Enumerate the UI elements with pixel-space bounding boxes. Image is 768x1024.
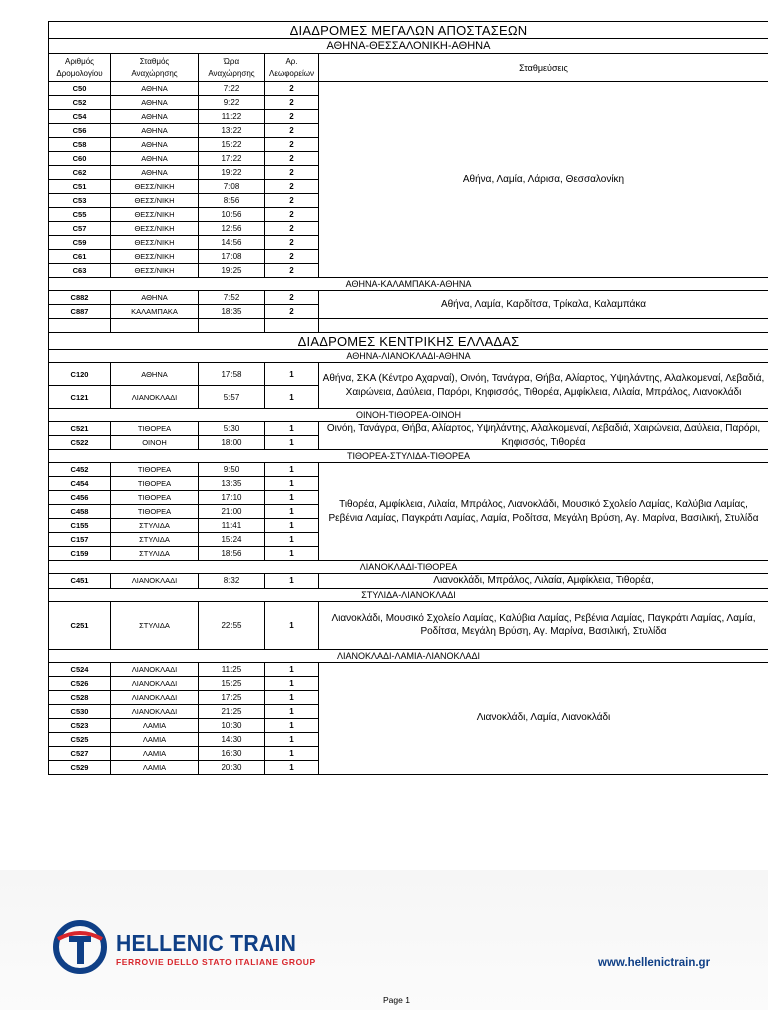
page-number: Page 1 — [383, 995, 410, 1005]
bus-count: 1 — [265, 676, 319, 690]
departure-station: ΣΤΥΛΙΔΑ — [111, 519, 199, 533]
departure-station: ΛΙΑΝΟΚΛΑΔΙ — [111, 704, 199, 718]
bus-count: 1 — [265, 574, 319, 589]
route-code: C54 — [49, 110, 111, 124]
departure-station: ΘΕΣΣ/ΝΙΚΗ — [111, 180, 199, 194]
route-code: C524 — [49, 662, 111, 676]
bus-count: 1 — [265, 491, 319, 505]
bus-count: 2 — [265, 194, 319, 208]
departure-station: ΑΘΗΝΑ — [111, 96, 199, 110]
departure-station: ΣΤΥΛΙΔΑ — [111, 533, 199, 547]
route-code: C528 — [49, 690, 111, 704]
departure-station: ΑΘΗΝΑ — [111, 138, 199, 152]
route-stops: Τιθορέα, Αμφίκλεια, Λιλαία, Μπράλος, Λιανοκλάδι, Μουσικό Σχολείο Λαμίας, Καλύβια Λαμίας, Ρεβένια Λαμίας, Παγκράτι Λαμίας, Λαμία, Ροδίτσα, Μεγάλη Βρύση, Αγ. Μαρίνα, Βασιλική, Στυλίδα — [319, 463, 768, 561]
departure-station: ΘΕΣΣ/ΝΙΚΗ — [111, 236, 199, 250]
station-column-header-line: Αναχώρησης — [131, 68, 178, 78]
departure-station: ΑΘΗΝΑ — [111, 124, 199, 138]
bus-count: 2 — [265, 236, 319, 250]
departure-time: 10:30 — [199, 718, 265, 732]
code-column-header-line: Δρομολογίου — [56, 68, 103, 78]
departure-time: 15:24 — [199, 533, 265, 547]
route-code: C62 — [49, 166, 111, 180]
route-code: C55 — [49, 208, 111, 222]
bus-count: 1 — [265, 732, 319, 746]
bus-count: 1 — [265, 477, 319, 491]
departure-station: ΛΙΑΝΟΚΛΑΔΙ — [111, 690, 199, 704]
departure-station: ΘΕΣΣ/ΝΙΚΗ — [111, 194, 199, 208]
departure-time: 5:30 — [199, 422, 265, 436]
brand-name: HELLENIC TRAIN — [116, 930, 297, 956]
departure-station: ΑΘΗΝΑ — [111, 291, 199, 305]
section-title: ΔΙΑΔΡΟΜΕΣ ΚΕΝΤΡΙΚΗΣ ΕΛΛΑΔΑΣ — [49, 333, 768, 350]
route-code: C521 — [49, 422, 111, 436]
table-row — [49, 291, 768, 305]
departure-station: ΤΙΘΟΡΕΑ — [111, 505, 199, 519]
route-title: ΤΙΘΟΡΕΑ-ΣΤΥΛΙΔΑ-ΤΙΘΟΡΕΑ — [49, 450, 768, 463]
departure-time: 8:32 — [199, 574, 265, 589]
bus-count: 1 — [265, 422, 319, 436]
route-stops: Οινόη, Τανάγρα, Θήβα, Αλίαρτος, Υψηλάντης, Αλαλκομεναί, Λεβαδιά, Χαιρώνεια, Δαύλεια, Παρόρι, Κηφισσός, Τιθορέα — [319, 422, 768, 450]
empty-cell — [319, 319, 768, 333]
table-row — [49, 574, 768, 589]
spacer-row — [49, 319, 768, 333]
departure-station: ΑΘΗΝΑ — [111, 166, 199, 180]
route-stops: Αθήνα, Λαμία, Λάρισα, Θεσσαλονίκη — [319, 82, 768, 278]
bus-count: 1 — [265, 547, 319, 561]
route-code: C527 — [49, 746, 111, 760]
bus-count: 2 — [265, 208, 319, 222]
time-column-header — [199, 54, 265, 82]
departure-time: 18:56 — [199, 547, 265, 561]
route-code: C451 — [49, 574, 111, 589]
bus-count: 1 — [265, 601, 319, 649]
departure-time: 7:52 — [199, 291, 265, 305]
code-column-header — [49, 54, 111, 82]
departure-station: ΤΙΘΟΡΕΑ — [111, 491, 199, 505]
departure-time: 7:08 — [199, 180, 265, 194]
table-row — [49, 363, 768, 386]
time-column-header-line: Αναχώρησης — [208, 68, 255, 78]
code-column-header-line: Αριθμός — [64, 56, 95, 66]
bus-count: 1 — [265, 463, 319, 477]
route-title-row — [49, 450, 768, 463]
route-title: ΑΘΗΝΑ-ΘΕΣΣΑΛΟΝΙΚΗ-ΑΘΗΝΑ — [49, 39, 768, 54]
route-code: C529 — [49, 760, 111, 774]
hellenic-train-logo-icon — [52, 919, 112, 975]
departure-station: ΤΙΘΟΡΕΑ — [111, 422, 199, 436]
departure-time: 5:57 — [199, 386, 265, 409]
departure-time: 22:55 — [199, 601, 265, 649]
bus-count: 2 — [265, 222, 319, 236]
route-code: C57 — [49, 222, 111, 236]
table-row — [49, 82, 768, 96]
bus-count: 2 — [265, 124, 319, 138]
route-title-row — [49, 350, 768, 363]
route-title: ΛΙΑΝΟΚΛΑΔΙ-ΛΑΜΙΑ-ΛΙΑΝΟΚΛΑΔΙ — [49, 649, 768, 662]
departure-station: ΛΑΜΙΑ — [111, 732, 199, 746]
route-title: ΟΙΝΟΗ-ΤΙΘΟΡΕΑ-ΟΙΝΟΗ — [49, 409, 768, 422]
empty-cell — [265, 319, 319, 333]
route-code: C458 — [49, 505, 111, 519]
departure-time: 19:25 — [199, 264, 265, 278]
route-code: C63 — [49, 264, 111, 278]
route-title-row — [49, 561, 768, 574]
bus-count: 2 — [265, 110, 319, 124]
bus-count: 2 — [265, 180, 319, 194]
bus-count: 2 — [265, 250, 319, 264]
departure-time: 16:30 — [199, 746, 265, 760]
departure-time: 17:10 — [199, 491, 265, 505]
departure-time: 19:22 — [199, 166, 265, 180]
route-title-row — [49, 649, 768, 662]
bus-count: 2 — [265, 82, 319, 96]
route-title: ΑΘΗΝΑ-ΚΑΛΑΜΠΑΚΑ-ΑΘΗΝΑ — [49, 278, 768, 291]
departure-time: 13:22 — [199, 124, 265, 138]
departure-station: ΣΤΥΛΙΔΑ — [111, 547, 199, 561]
departure-station: ΣΤΥΛΙΔΑ — [111, 601, 199, 649]
departure-time: 8:56 — [199, 194, 265, 208]
bus-count: 1 — [265, 690, 319, 704]
route-code: C522 — [49, 436, 111, 450]
departure-time: 21:25 — [199, 704, 265, 718]
empty-cell — [49, 319, 111, 333]
departure-station: ΛΙΑΝΟΚΛΑΔΙ — [111, 386, 199, 409]
route-title-row — [49, 409, 768, 422]
departure-time: 15:25 — [199, 676, 265, 690]
departure-time: 18:35 — [199, 305, 265, 319]
departure-time: 12:56 — [199, 222, 265, 236]
buses-column-header — [265, 54, 319, 82]
route-code: C456 — [49, 491, 111, 505]
bus-count: 2 — [265, 291, 319, 305]
route-code: C51 — [49, 180, 111, 194]
departure-station: ΚΑΛΑΜΠΑΚΑ — [111, 305, 199, 319]
departure-station: ΤΙΘΟΡΕΑ — [111, 463, 199, 477]
bus-count: 2 — [265, 96, 319, 110]
column-header-row — [49, 54, 768, 82]
departure-station: ΘΕΣΣ/ΝΙΚΗ — [111, 250, 199, 264]
departure-time: 10:56 — [199, 208, 265, 222]
departure-time: 17:25 — [199, 690, 265, 704]
departure-station: ΛΑΜΙΑ — [111, 746, 199, 760]
bus-count: 2 — [265, 264, 319, 278]
bus-count: 1 — [265, 436, 319, 450]
route-code: C60 — [49, 152, 111, 166]
departure-time: 14:56 — [199, 236, 265, 250]
departure-station: ΛΙΑΝΟΚΛΑΔΙ — [111, 662, 199, 676]
departure-station: ΑΘΗΝΑ — [111, 363, 199, 386]
empty-cell — [199, 319, 265, 333]
departure-time: 15:22 — [199, 138, 265, 152]
route-code: C59 — [49, 236, 111, 250]
departure-time: 9:50 — [199, 463, 265, 477]
route-code: C526 — [49, 676, 111, 690]
route-code: C58 — [49, 138, 111, 152]
departure-time: 20:30 — [199, 760, 265, 774]
route-title-row — [49, 278, 768, 291]
empty-cell — [111, 319, 199, 333]
route-title: ΛΙΑΝΟΚΛΑΔΙ-ΤΙΘΟΡΕΑ — [49, 561, 768, 574]
departure-time: 11:22 — [199, 110, 265, 124]
route-code: C251 — [49, 601, 111, 649]
departure-time: 11:25 — [199, 662, 265, 676]
bus-count: 1 — [265, 363, 319, 386]
departure-station: ΑΘΗΝΑ — [111, 110, 199, 124]
departure-time: 13:35 — [199, 477, 265, 491]
route-code: C882 — [49, 291, 111, 305]
departure-station: ΟΙΝΟΗ — [111, 436, 199, 450]
table-row — [49, 463, 768, 477]
route-code: C452 — [49, 463, 111, 477]
route-title: ΑΘΗΝΑ-ΛΙΑΝΟΚΛΑΔΙ-ΑΘΗΝΑ — [49, 350, 768, 363]
route-code: C159 — [49, 547, 111, 561]
table-row — [49, 662, 768, 676]
departure-station: ΑΘΗΝΑ — [111, 152, 199, 166]
buses-column-header-line: Λεωφορείων — [269, 68, 314, 78]
route-code: C61 — [49, 250, 111, 264]
departure-station: ΘΕΣΣ/ΝΙΚΗ — [111, 222, 199, 236]
timetable — [48, 21, 768, 775]
route-code: C155 — [49, 519, 111, 533]
buses-column-header-line: Αρ. — [285, 56, 298, 66]
departure-time: 9:22 — [199, 96, 265, 110]
route-title-row — [49, 588, 768, 601]
route-code: C50 — [49, 82, 111, 96]
departure-time: 11:41 — [199, 519, 265, 533]
table-row — [49, 422, 768, 436]
route-code: C52 — [49, 96, 111, 110]
route-code: C53 — [49, 194, 111, 208]
table-row — [49, 601, 768, 649]
time-column-header-line: Ώρα — [223, 56, 240, 66]
brand-tagline: FERROVIE DELLO STATO ITALIANE GROUP — [116, 957, 316, 967]
route-stops: Λιανοκλάδι, Μπράλος, Λιλαία, Αμφίκλεια, Τιθορέα, — [319, 574, 768, 589]
departure-station: ΛΑΜΙΑ — [111, 718, 199, 732]
departure-time: 17:22 — [199, 152, 265, 166]
route-code: C887 — [49, 305, 111, 319]
website-link[interactable]: www.hellenictrain.gr — [598, 957, 711, 969]
departure-station: ΛΙΑΝΟΚΛΑΔΙ — [111, 574, 199, 589]
departure-time: 7:22 — [199, 82, 265, 96]
departure-station: ΘΕΣΣ/ΝΙΚΗ — [111, 264, 199, 278]
station-column-header-line: Σταθμός — [139, 56, 170, 66]
bus-count: 2 — [265, 152, 319, 166]
bus-count: 1 — [265, 505, 319, 519]
departure-station: ΑΘΗΝΑ — [111, 82, 199, 96]
departure-station: ΘΕΣΣ/ΝΙΚΗ — [111, 208, 199, 222]
bus-count: 1 — [265, 519, 319, 533]
departure-station: ΛΙΑΝΟΚΛΑΔΙ — [111, 676, 199, 690]
bus-count: 1 — [265, 704, 319, 718]
departure-time: 21:00 — [199, 505, 265, 519]
route-title: ΣΤΥΛΙΔΑ-ΛΙΑΝΟΚΛΑΔΙ — [49, 588, 768, 601]
route-code: C56 — [49, 124, 111, 138]
route-stops: Αθήνα, ΣΚΑ (Κέντρο Αχαρναί), Οινόη, Τανάγρα, Θήβα, Αλίαρτος, Υψηλάντης, Αλαλκομεναί, Λεβαδιά, Χαιρώνεια, Δαύλεια, Παρόρι, Κηφισσός, Τιθορέα, Αμφίκλεια, Λιλαία, Μπράλος, Λιανοκλάδι — [319, 363, 768, 409]
bus-count: 2 — [265, 166, 319, 180]
departure-station: ΤΙΘΟΡΕΑ — [111, 477, 199, 491]
route-code: C120 — [49, 363, 111, 386]
bus-count: 2 — [265, 138, 319, 152]
departure-time: 14:30 — [199, 732, 265, 746]
bus-count: 1 — [265, 746, 319, 760]
route-title-row — [49, 39, 768, 54]
bus-count: 1 — [265, 533, 319, 547]
bus-count: 1 — [265, 760, 319, 774]
route-stops: Λιανοκλάδι, Μουσικό Σχολείο Λαμίας, Καλύβια Λαμίας, Ρεβένια Λαμίας, Παγκράτι Λαμίας, Λαμία, Ροδίτσα, Μεγάλη Βρύση, Αγ. Μαρίνα, Βασιλική, Στυλίδα — [319, 601, 768, 649]
bus-count: 1 — [265, 718, 319, 732]
departure-station: ΛΑΜΙΑ — [111, 760, 199, 774]
route-code: C523 — [49, 718, 111, 732]
section-title-row — [49, 333, 768, 350]
route-code: C121 — [49, 386, 111, 409]
bus-count: 1 — [265, 386, 319, 409]
bus-count: 2 — [265, 305, 319, 319]
section-title: ΔΙΑΔΡΟΜΕΣ ΜΕΓΑΛΩΝ ΑΠΟΣΤΑΣΕΩΝ — [49, 22, 768, 39]
route-code: C530 — [49, 704, 111, 718]
route-code: C157 — [49, 533, 111, 547]
route-code: C454 — [49, 477, 111, 491]
departure-time: 18:00 — [199, 436, 265, 450]
stops-column-header: Σταθμεύσεις — [319, 54, 768, 82]
departure-time: 17:08 — [199, 250, 265, 264]
route-code: C525 — [49, 732, 111, 746]
departure-time: 17:58 — [199, 363, 265, 386]
station-column-header — [111, 54, 199, 82]
section-title-row — [49, 22, 768, 39]
route-stops: Λιανοκλάδι, Λαμία, Λιανοκλάδι — [319, 662, 768, 774]
route-stops: Αθήνα, Λαμία, Καρδίτσα, Τρίκαλα, Καλαμπάκα — [319, 291, 768, 319]
bus-count: 1 — [265, 662, 319, 676]
